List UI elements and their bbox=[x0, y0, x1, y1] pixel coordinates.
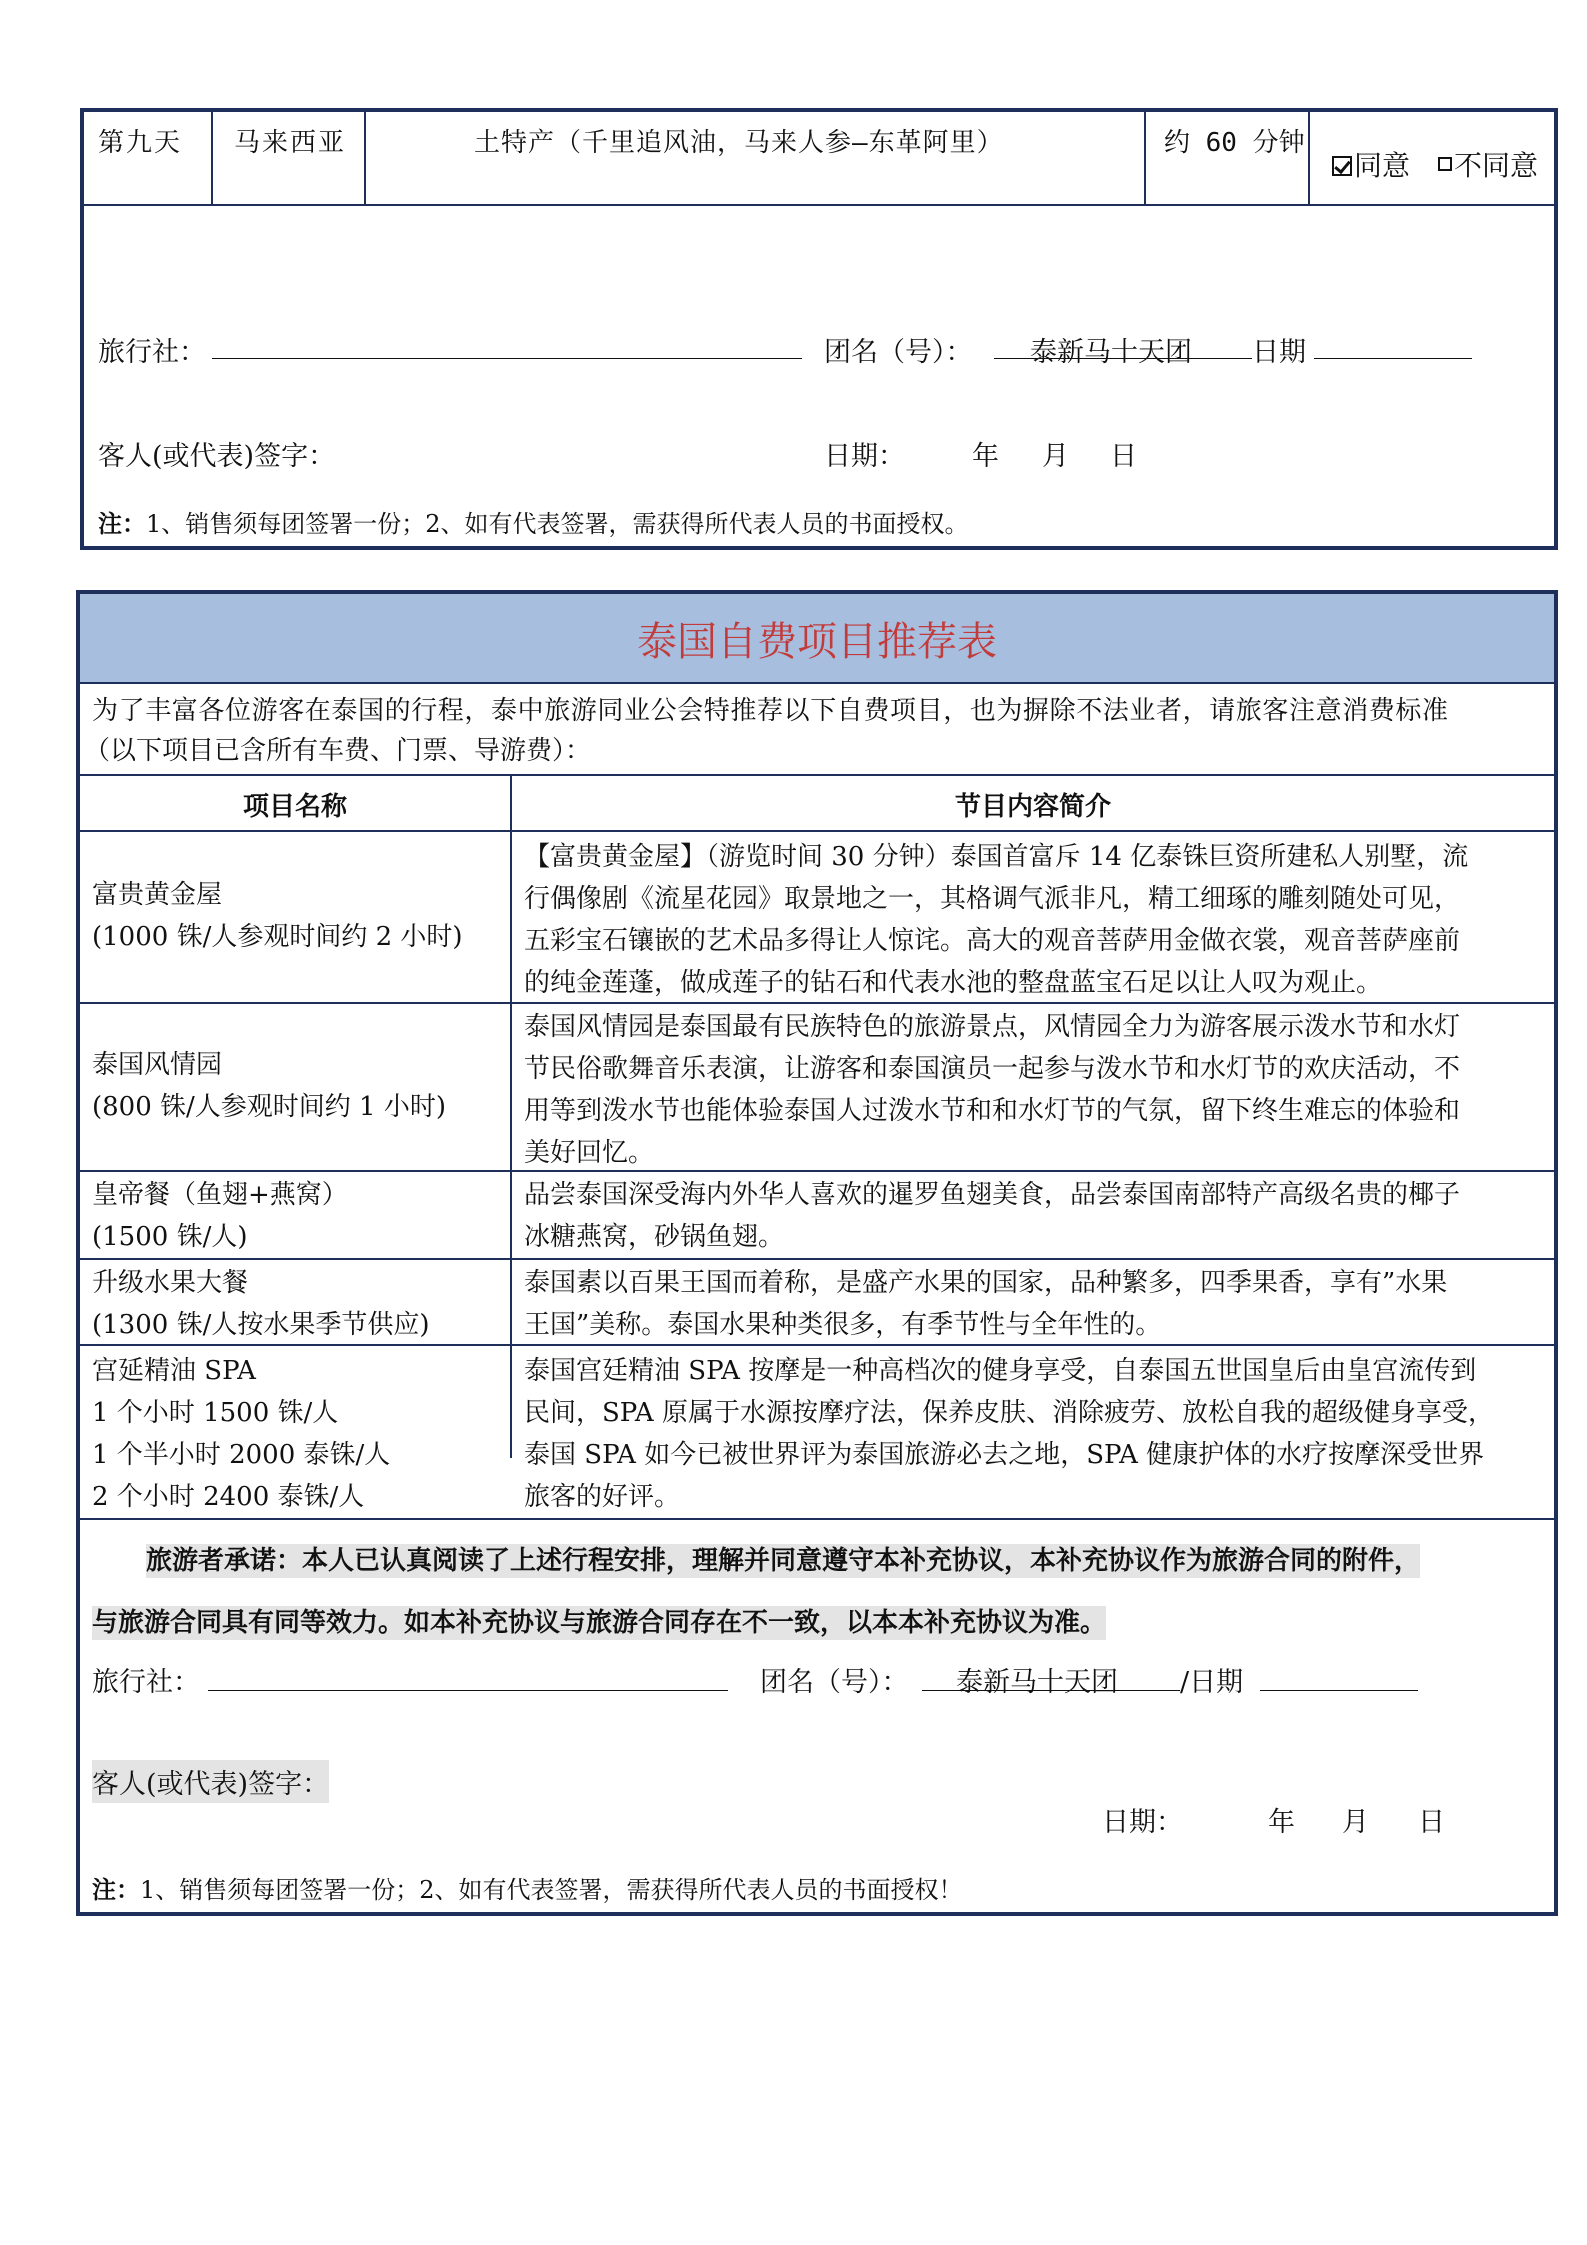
row-5-name bbox=[92, 1350, 390, 1518]
row-5-desc-line: 泰国 SPA 如今已被世界评为泰国旅游必去之地，SPA 健康护体的水疗按摩深受世界 bbox=[524, 1440, 1485, 1470]
divider bbox=[80, 1258, 1554, 1260]
sign-month-label: 月 bbox=[1042, 441, 1069, 472]
row-2-name-line: 泰国风情园 bbox=[92, 1050, 223, 1080]
country-cell: 马来西亚 bbox=[234, 128, 347, 158]
agree-option[interactable] bbox=[1332, 144, 1410, 184]
guest-sign-label: 客人(或代表)签字： bbox=[98, 441, 336, 472]
divider bbox=[80, 1002, 1554, 1004]
group-label-2: 团名（号）： bbox=[760, 1667, 909, 1698]
col-header-desc: 节目内容简介 bbox=[954, 792, 1111, 822]
date-label-2: /日期 bbox=[1180, 1667, 1244, 1698]
date-field[interactable] bbox=[1314, 358, 1472, 359]
pledge-line-2: 与旅游合同具有同等效力。如本补充协议与旅游合同存在不一致，以本本补充协议为准。 bbox=[92, 1608, 1107, 1638]
duration-cell: 约 60 分钟 bbox=[1164, 128, 1305, 158]
row-1-name-line: 富贵黄金屋 bbox=[92, 880, 223, 910]
note-text-2: 1、销售须每团签署一份；2、如有代表签署，需获得所代表人员的书面授权！ bbox=[140, 1876, 963, 1904]
agency-field-2[interactable] bbox=[208, 1690, 728, 1691]
row-2-desc bbox=[524, 1006, 1460, 1174]
day-cell: 第九天 bbox=[98, 128, 183, 158]
divider bbox=[1308, 112, 1310, 204]
agree-label: 同意 bbox=[1354, 150, 1411, 181]
row-3-name bbox=[92, 1174, 348, 1258]
row-1-desc bbox=[524, 836, 1468, 1004]
row-4-desc bbox=[524, 1262, 1447, 1346]
row-1-desc-line: 的纯金莲蓬，做成莲子的钻石和代表水池的整盘蓝宝石足以让人叹为观止。 bbox=[524, 968, 1383, 998]
row-5-desc-line: 泰国宫廷精油 SPA 按摩是一种高档次的健身享受，自泰国五世国皇后由皇宫流传到 bbox=[524, 1356, 1477, 1386]
divider bbox=[364, 112, 366, 204]
thai-recommend-table bbox=[76, 590, 1558, 1916]
col-header-name: 项目名称 bbox=[242, 792, 347, 822]
row-4-name bbox=[92, 1262, 429, 1346]
date-field-2[interactable] bbox=[1260, 1690, 1418, 1691]
divider bbox=[80, 1344, 1554, 1346]
row-5-desc-line: 民间，SPA 原属于水源按摩疗法，保养皮肤、消除疲劳、放松自我的超级健身享受， bbox=[524, 1398, 1494, 1428]
checkbox-unchecked-icon[interactable] bbox=[1438, 157, 1452, 171]
row-5-name-line: 1 个小时 1500 铢/人 bbox=[92, 1398, 339, 1428]
sign-day-label: 日 bbox=[1110, 441, 1137, 472]
note-bold-2: 注： bbox=[92, 1875, 140, 1904]
row-2-desc-line: 用等到泼水节也能体验泰国人过泼水节和和水灯节的气氛，留下终生难忘的体验和 bbox=[524, 1096, 1461, 1126]
row-2-desc-line: 美好回忆。 bbox=[524, 1138, 655, 1168]
row-4-name-line: (1300 铢/人按水果季节供应) bbox=[92, 1310, 430, 1340]
sign-day-label-2: 日 bbox=[1418, 1807, 1445, 1838]
intro-line-2: （以下项目已含所有车费、门票、导游费）： bbox=[84, 736, 592, 766]
pledge-line-1: 旅游者承诺：本人已认真阅读了上述行程安排，理解并同意遵守本补充协议，本补充协议作为旅游合同的附件， bbox=[146, 1546, 1421, 1576]
group-field bbox=[994, 358, 1252, 359]
intro-line-1: 为了丰富各位游客在泰国的行程，泰中旅游同业公会特推荐以下自费项目，也为摒除不法业者，请旅客注意消费标准 bbox=[92, 696, 1449, 726]
note-bold: 注： bbox=[98, 509, 146, 538]
group-label: 团名（号）： bbox=[824, 337, 973, 368]
row-5-name-line: 1 个半小时 2000 泰铢/人 bbox=[92, 1440, 391, 1470]
row-5-desc bbox=[524, 1350, 1494, 1518]
row-3-desc bbox=[524, 1174, 1460, 1258]
row-1-name bbox=[92, 874, 463, 958]
row-3-name-line: 皇帝餐（鱼翅+燕窝） bbox=[92, 1180, 348, 1210]
row-4-name-line: 升级水果大餐 bbox=[92, 1268, 249, 1298]
row-3-desc-line: 冰糖燕窝，砂锅鱼翅。 bbox=[524, 1222, 785, 1252]
disagree-label: 不同意 bbox=[1454, 150, 1539, 181]
row-1-desc-line: 行偶像剧《流星花园》取景地之一，其格调气派非凡，精工细琢的雕刻随处可见， bbox=[524, 884, 1461, 914]
date-label: 日期 bbox=[1252, 337, 1306, 368]
divider bbox=[80, 774, 1554, 776]
divider bbox=[211, 112, 213, 204]
sign-date-label-2: 日期： bbox=[1102, 1807, 1183, 1838]
divider bbox=[80, 830, 1554, 832]
sign-date-label: 日期： bbox=[824, 441, 905, 472]
note-text: 1、销售须每团签署一份；2、如有代表签署，需获得所代表人员的书面授权。 bbox=[146, 510, 969, 538]
top-form bbox=[80, 108, 1558, 550]
divider bbox=[80, 682, 1554, 684]
row-1-desc-line: 五彩宝石镶嵌的艺术品多得让人惊诧。高大的观音菩萨用金做衣裳，观音菩萨座前 bbox=[524, 926, 1461, 956]
divider bbox=[84, 204, 1554, 206]
group-field-2 bbox=[922, 1690, 1180, 1691]
item-cell: 土特产（千里追风油，马来人参—东革阿里） bbox=[474, 128, 1004, 158]
divider bbox=[80, 1518, 1554, 1520]
disagree-option[interactable] bbox=[1432, 144, 1538, 184]
row-1-name-line: (1000 铢/人参观时间约 2 小时) bbox=[92, 922, 463, 952]
agency-label-2: 旅行社： bbox=[92, 1667, 200, 1698]
row-4-desc-line: 王国”美称。泰国水果种类很多，有季节性与全年性的。 bbox=[524, 1310, 1162, 1340]
guest-sign-label-2: 客人(或代表)签字： bbox=[92, 1760, 329, 1803]
agency-field[interactable] bbox=[212, 358, 802, 359]
row-4-desc-line: 泰国素以百果王国而着称，是盛产水果的国家，品种繁多，四季果香，享有”水果 bbox=[524, 1268, 1448, 1298]
row-5-name-line: 宫延精油 SPA bbox=[92, 1356, 256, 1386]
row-3-name-line: (1500 铢/人) bbox=[92, 1222, 248, 1252]
row-2-name-line: (800 铢/人参观时间约 1 小时) bbox=[92, 1092, 447, 1122]
checkbox-checked-icon[interactable] bbox=[1332, 156, 1352, 176]
sign-month-label-2: 月 bbox=[1342, 1807, 1369, 1838]
divider bbox=[510, 774, 512, 1458]
row-2-name bbox=[92, 1044, 446, 1128]
note bbox=[98, 504, 969, 539]
sign-year-label-2: 年 bbox=[1268, 1807, 1295, 1838]
group-value[interactable]: 泰新马十天团 bbox=[1030, 337, 1192, 368]
row-3-desc-line: 品尝泰国深受海内外华人喜欢的暹罗鱼翅美食，品尝泰国南部特产高级名贵的椰子 bbox=[524, 1180, 1461, 1210]
agency-label: 旅行社： bbox=[98, 337, 206, 368]
row-5-desc-line: 旅客的好评。 bbox=[524, 1482, 681, 1512]
row-2-desc-line: 节民俗歌舞音乐表演，让游客和泰国演员一起参与泼水节和水灯节的欢庆活动，不 bbox=[524, 1054, 1461, 1084]
divider bbox=[80, 1170, 1554, 1172]
row-5-name-line: 2 个小时 2400 泰铢/人 bbox=[92, 1482, 365, 1512]
table-title: 泰国自费项目推荐表 bbox=[637, 619, 997, 665]
row-2-desc-line: 泰国风情园是泰国最有民族特色的旅游景点，风情园全力为游客展示泼水节和水灯 bbox=[524, 1012, 1461, 1042]
note-2 bbox=[92, 1870, 963, 1905]
sign-year-label: 年 bbox=[972, 441, 999, 472]
group-value-2[interactable]: 泰新马十天团 bbox=[956, 1667, 1118, 1698]
divider bbox=[1144, 112, 1146, 204]
row-1-desc-line: 【富贵黄金屋】（游览时间 30 分钟）泰国首富斥 14 亿泰铢巨资所建私人别墅，流 bbox=[524, 842, 1469, 872]
